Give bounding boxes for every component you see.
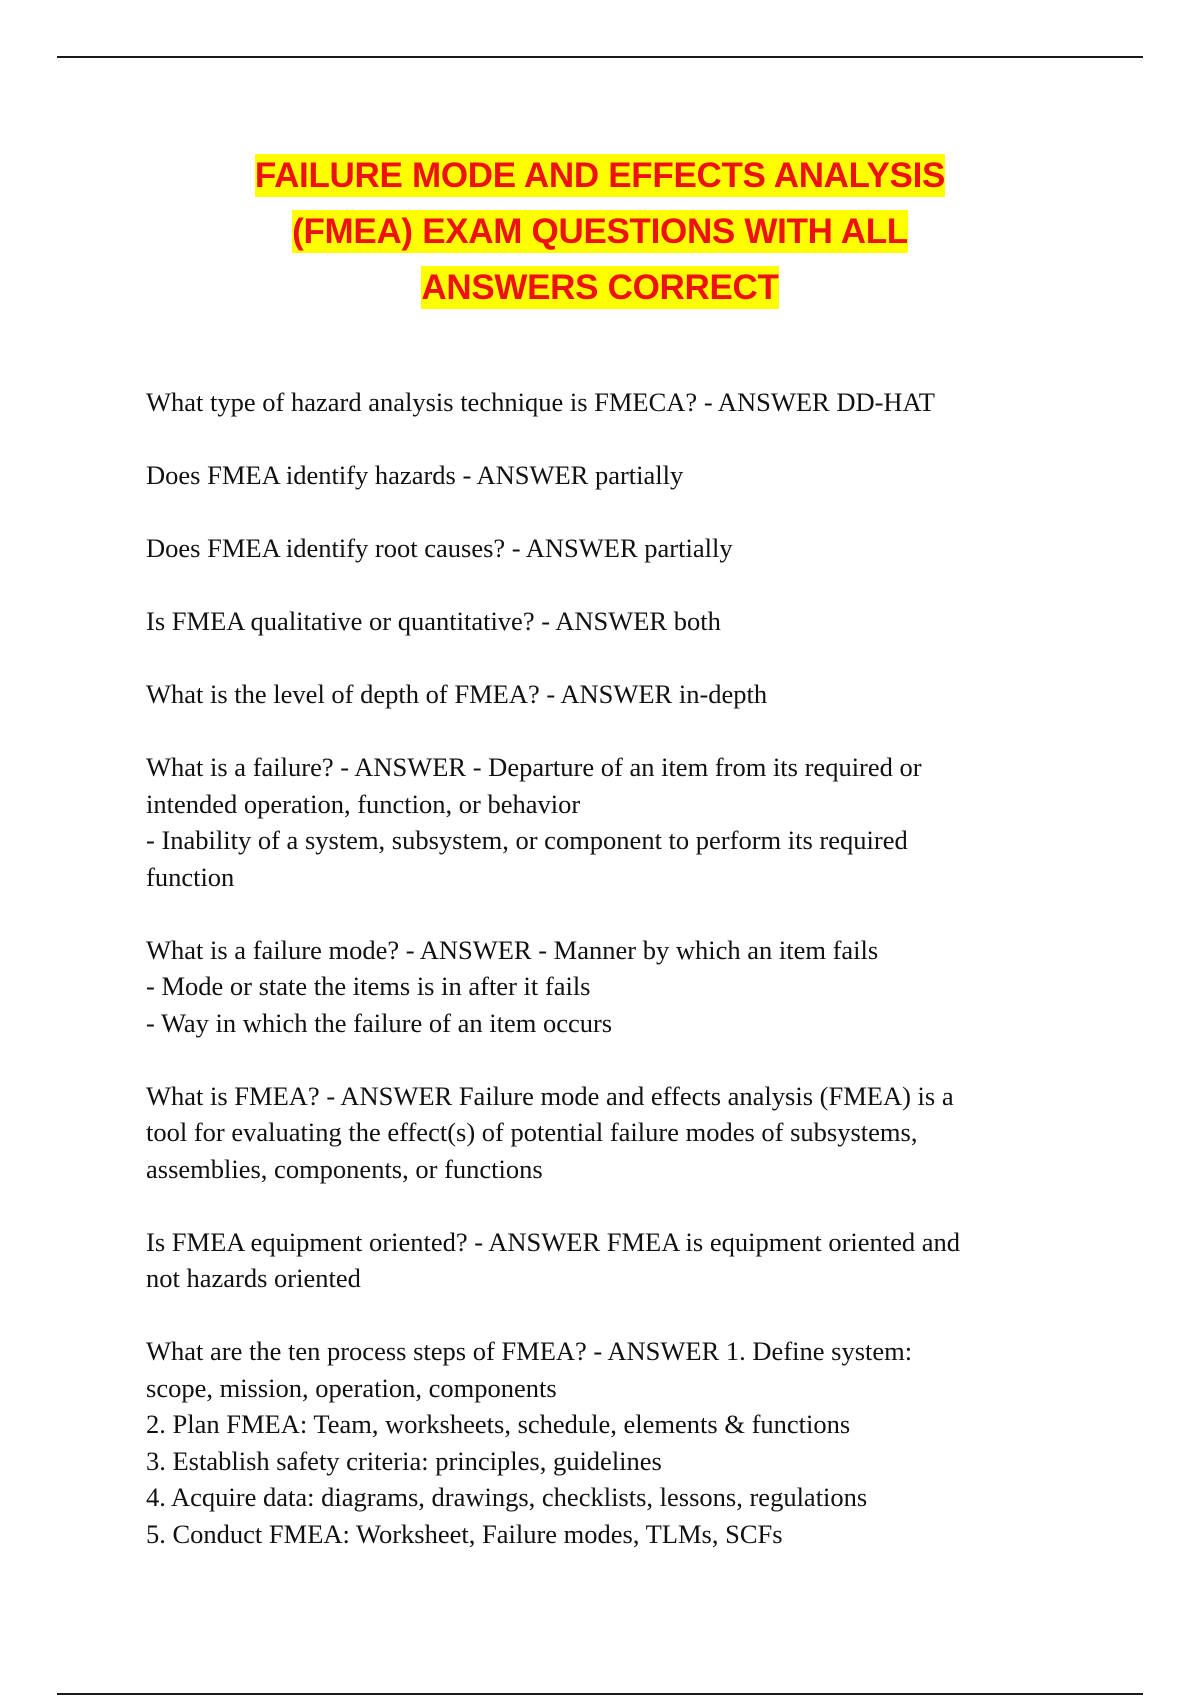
- qa-line: What type of hazard analysis technique is FMECA? - ANSWER DD-HAT: [146, 387, 935, 417]
- qa-line: What is a failure mode? - ANSWER - Manner by which an item fails: [146, 934, 879, 965]
- qa-line: not hazards oriented: [146, 1263, 361, 1293]
- qa-item: [146, 384, 1046, 421]
- qa-line: Does FMEA identify root causes? - ANSWER partially: [146, 533, 733, 563]
- qa-line: What are the ten process steps of FMEA? - ANSWER 1. Define system:: [146, 1336, 913, 1366]
- qa-item: [146, 530, 1046, 567]
- qa-line: Is FMEA equipment oriented? - ANSWER FMEA is equipment oriented and: [146, 1226, 961, 1257]
- qa-line: function: [146, 861, 235, 892]
- qa-line: tool for evaluating the effect(s) of potential failure modes of subsystems,: [146, 1117, 918, 1147]
- qa-item: [146, 749, 1046, 895]
- qa-list: [146, 384, 1046, 1589]
- title-line-3: ANSWERS CORRECT: [421, 268, 779, 307]
- title-line-2: (FMEA) EXAM QUESTIONS WITH ALL: [292, 212, 908, 251]
- qa-line: What is FMEA? - ANSWER Failure mode and effects analysis (FMEA) is a: [146, 1080, 954, 1111]
- qa-line: 4. Acquire data: diagrams, drawings, checklists, lessons, regulations: [146, 1482, 868, 1512]
- qa-item: [146, 603, 1046, 640]
- qa-line: intended operation, function, or behavior: [146, 788, 581, 819]
- document-title: [150, 148, 1050, 316]
- qa-item: [146, 1224, 1046, 1297]
- qa-line: 2. Plan FMEA: Team, worksheets, schedule, elements & functions: [146, 1409, 851, 1439]
- qa-line: scope, mission, operation, components: [146, 1372, 557, 1403]
- qa-item: [146, 1078, 1046, 1188]
- qa-line: What is a failure? - ANSWER - Departure of an item from its required or: [146, 752, 922, 782]
- qa-line: Is FMEA qualitative or quantitative? - ANSWER both: [146, 606, 721, 636]
- footer-rule: [57, 1693, 1143, 1695]
- qa-line: What is the level of depth of FMEA? - ANSWER in-depth: [146, 679, 768, 709]
- qa-item: [146, 457, 1046, 494]
- qa-line: - Mode or state the items is in after it fails: [146, 971, 591, 1001]
- qa-line: Does FMEA identify hazards - ANSWER partially: [146, 460, 684, 490]
- qa-line: 3. Establish safety criteria: principles, guidelines: [146, 1445, 662, 1476]
- qa-item: [146, 932, 1046, 1042]
- header-rule: [57, 56, 1143, 58]
- title-line-1: FAILURE MODE AND EFFECTS ANALYSIS: [254, 156, 946, 195]
- qa-item: [146, 676, 1046, 713]
- qa-line: - Way in which the failure of an item occurs: [146, 1007, 613, 1038]
- qa-item: [146, 1333, 1046, 1552]
- qa-line: assemblies, components, or functions: [146, 1153, 543, 1184]
- qa-line: - Inability of a system, subsystem, or component to perform its required: [146, 825, 908, 855]
- qa-line: 5. Conduct FMEA: Worksheet, Failure modes, TLMs, SCFs: [146, 1518, 783, 1549]
